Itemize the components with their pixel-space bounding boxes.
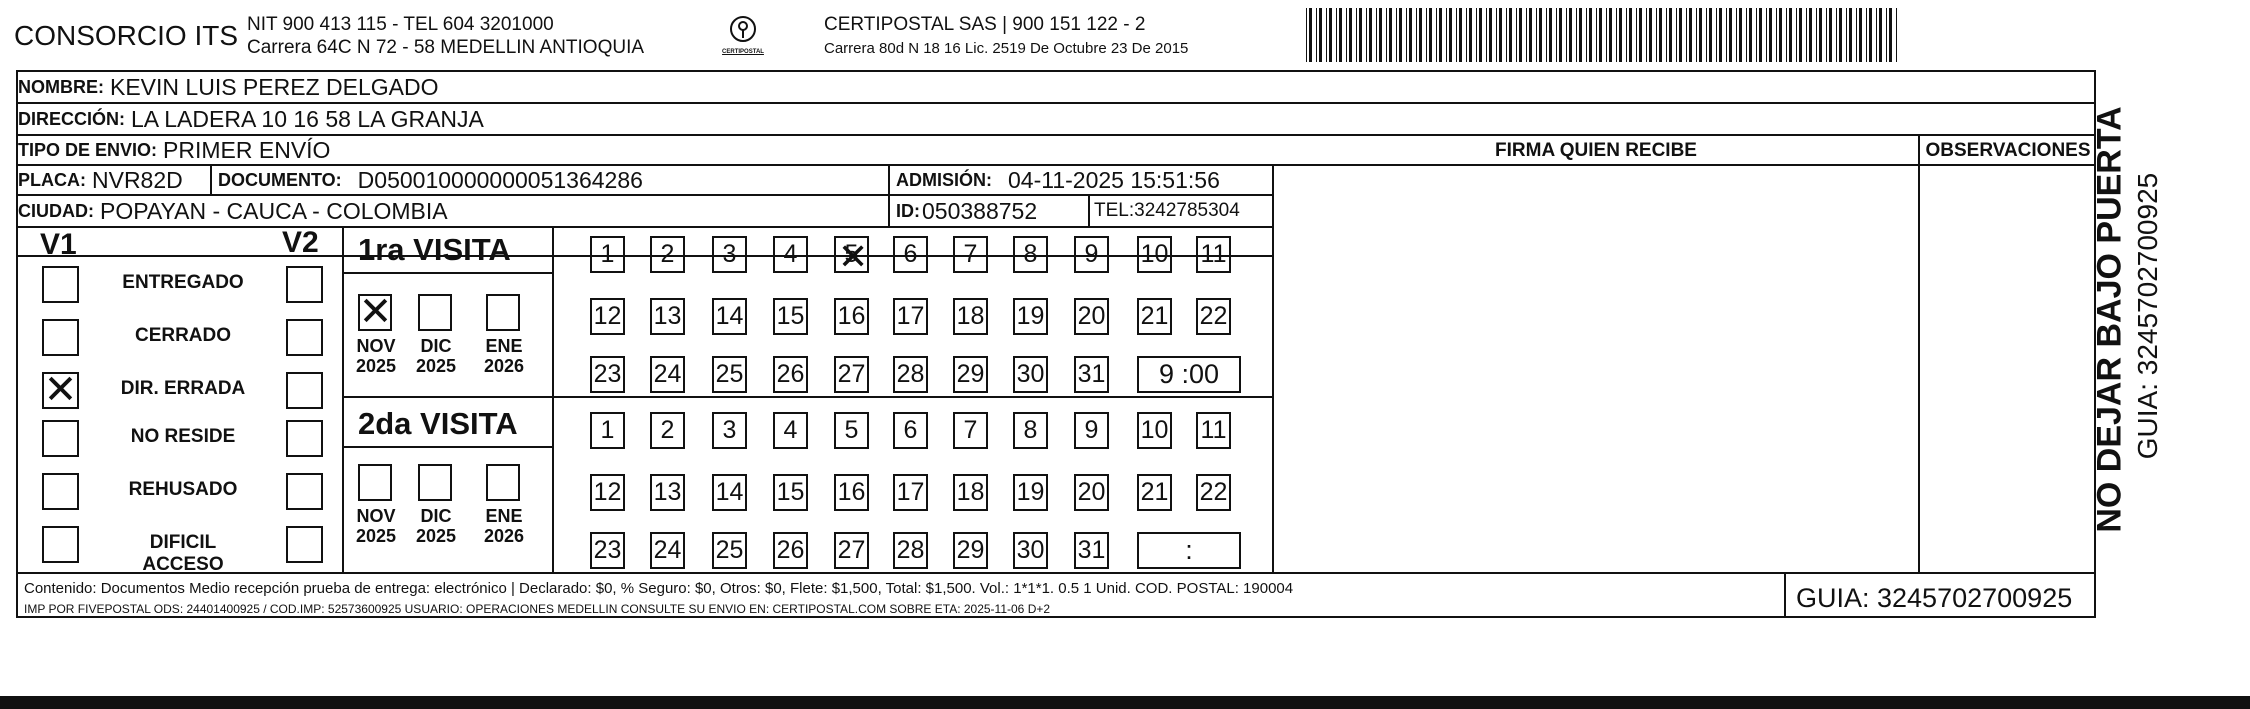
direccion-row xyxy=(18,104,1918,134)
visit1-month-label xyxy=(346,336,406,376)
status-v2-checkbox[interactable] xyxy=(286,526,323,563)
footer-contenido: Contenido: Documentos Medio recepción prueba de entrega: electrónico | Declarado: $0, % Seguro: $0, Otros: $0, Flete: $1,500, Total: $1,500. Vol.: 1*1*1. 0.5 1 Unid. COD. POSTAL: 190004 xyxy=(24,580,1294,597)
nombre-label: NOMBRE: xyxy=(18,76,104,97)
admision-label: ADMISIÓN: xyxy=(896,169,992,190)
carrier-address: Carrera 80d N 18 16 Lic. 2519 De Octubre 23 De 2015 xyxy=(824,40,1189,57)
visit2-day[interactable]: 25 xyxy=(712,532,747,569)
visit1-day[interactable]: 12 xyxy=(590,298,625,335)
visit2-title: 2da VISITA xyxy=(358,406,518,441)
status-v1-checkbox[interactable] xyxy=(42,368,79,412)
visit1-day[interactable]: 31 xyxy=(1074,356,1109,393)
bottom-band xyxy=(0,696,2250,709)
visit2-month-checkbox[interactable] xyxy=(418,464,452,501)
visit2-month-checkbox[interactable] xyxy=(486,464,520,501)
visit2-day[interactable]: 26 xyxy=(773,532,808,569)
visit1-month-label xyxy=(474,336,534,376)
visit2-day[interactable]: 19 xyxy=(1013,474,1048,511)
visit2-day[interactable]: 22 xyxy=(1196,474,1231,511)
status-v2-checkbox[interactable] xyxy=(286,473,323,510)
visit1-month-label xyxy=(406,336,466,376)
visit1-day[interactable]: 24 xyxy=(650,356,685,393)
ciudad-label: CIUDAD: xyxy=(18,200,94,221)
visit1-day[interactable]: 28 xyxy=(893,356,928,393)
nombre-value: KEVIN LUIS PEREZ DELGADO xyxy=(110,73,439,100)
company-name: CONSORCIO ITS xyxy=(14,20,239,51)
visit1-day[interactable]: 29 xyxy=(953,356,988,393)
visit1-day[interactable]: 5 ✕ xyxy=(834,236,869,273)
status-v1-checkbox[interactable] xyxy=(42,266,79,303)
visit1-day[interactable]: 1 xyxy=(590,236,625,273)
visit1-day[interactable]: 25 xyxy=(712,356,747,393)
visit1-month-checkbox[interactable] xyxy=(358,290,393,334)
status-label: DIFICIL ACCESO xyxy=(142,532,224,575)
visit1-day[interactable]: 11 xyxy=(1196,236,1231,273)
visit2-time[interactable]: : xyxy=(1137,532,1241,569)
visit2-day[interactable]: 27 xyxy=(834,532,869,569)
admision-row xyxy=(896,165,1272,195)
month-name: ENE xyxy=(485,506,523,526)
status-v2-checkbox[interactable] xyxy=(286,420,323,457)
visit1-day[interactable]: 10 xyxy=(1137,236,1172,273)
status-v2-checkbox[interactable] xyxy=(286,372,323,409)
visit2-day[interactable]: 23 xyxy=(590,532,625,569)
id-label: ID: xyxy=(896,200,920,221)
v1-header: V1 xyxy=(40,228,77,261)
visit1-day[interactable]: 19 xyxy=(1013,298,1048,335)
visit2-day[interactable]: 8 xyxy=(1013,412,1048,449)
visit2-day[interactable]: 14 xyxy=(712,474,747,511)
status-v2-checkbox[interactable] xyxy=(286,319,323,356)
visit2-day[interactable]: 18 xyxy=(953,474,988,511)
barcode xyxy=(1306,8,1902,62)
status-v1-checkbox[interactable] xyxy=(42,473,79,510)
visit2-day[interactable]: 2 xyxy=(650,412,685,449)
tipo-row xyxy=(18,135,1258,165)
visit1-day[interactable]: 23 xyxy=(590,356,625,393)
visit2-month-label xyxy=(474,506,534,546)
month-year: 2025 xyxy=(355,356,397,376)
visit1-day[interactable]: 7 xyxy=(953,236,988,273)
carrier-name: CERTIPOSTAL SAS | 900 151 122 - 2 xyxy=(824,14,1146,35)
month-name: ENE xyxy=(485,336,523,356)
id-value: 050388752 xyxy=(922,197,1038,224)
visit2-day[interactable]: 10 xyxy=(1137,412,1172,449)
visit1-month-checkbox[interactable] xyxy=(486,294,520,331)
documento-row xyxy=(218,165,888,195)
visit2-day[interactable]: 9 xyxy=(1074,412,1109,449)
visit1-day[interactable]: 13 xyxy=(650,298,685,335)
month-name: NOV xyxy=(356,506,396,526)
documento-label: DOCUMENTO: xyxy=(218,169,342,190)
tel-row xyxy=(1094,196,1272,226)
visit2-day[interactable]: 16 xyxy=(834,474,869,511)
side-warning: NO DEJAR BAJO PUERTA xyxy=(2090,106,2129,533)
admision-value: 04-11-2025 15:51:56 xyxy=(1008,166,1220,193)
month-name: NOV xyxy=(356,336,396,356)
documento-value: D050010000000051364286 xyxy=(357,166,643,193)
carrier-logo xyxy=(718,14,768,58)
visit1-day[interactable]: 14 xyxy=(712,298,747,335)
status-v2-checkbox[interactable] xyxy=(286,266,323,303)
visit1-day[interactable]: 22 xyxy=(1196,298,1231,335)
status-label: ENTREGADO xyxy=(122,272,244,293)
month-year: 2025 xyxy=(355,526,397,546)
direccion-value: LA LADERA 10 16 58 LA GRANJA xyxy=(131,105,484,132)
visit1-day[interactable]: 6 xyxy=(893,236,928,273)
visit1-day[interactable]: 15 xyxy=(773,298,808,335)
visit1-day[interactable]: 20 xyxy=(1074,298,1109,335)
visit1-day[interactable]: 9 xyxy=(1074,236,1109,273)
placa-label: PLACA: xyxy=(18,169,86,190)
v2-header: V2 xyxy=(282,226,319,259)
visit2-day[interactable]: 4 xyxy=(773,412,808,449)
ciudad-row xyxy=(18,196,878,226)
month-year: 2025 xyxy=(415,526,457,546)
ciudad-value: POPAYAN - CAUCA - COLOMBIA xyxy=(100,197,448,224)
status-label: NO RESIDE xyxy=(130,426,236,447)
visit2-day[interactable]: 13 xyxy=(650,474,685,511)
visit1-day[interactable]: 18 xyxy=(953,298,988,335)
observaciones-header: OBSERVACIONES xyxy=(1925,140,2091,161)
status-v1-checkbox[interactable] xyxy=(42,526,79,563)
visit2-day[interactable]: 15 xyxy=(773,474,808,511)
id-row xyxy=(896,196,1086,226)
visit2-day[interactable]: 30 xyxy=(1013,532,1048,569)
month-year: 2025 xyxy=(415,356,457,376)
visit2-day[interactable]: 28 xyxy=(893,532,928,569)
status-label: CERRADO xyxy=(134,325,232,346)
visit2-day[interactable]: 12 xyxy=(590,474,625,511)
status-label: REHUSADO xyxy=(128,479,238,500)
month-name: DIC xyxy=(420,336,452,356)
visit2-month-label xyxy=(406,506,466,546)
visit2-month-label xyxy=(346,506,406,546)
visit2-day[interactable]: 6 xyxy=(893,412,928,449)
side-guia: GUIA: 3245702700925 xyxy=(2132,172,2163,460)
visit1-day[interactable]: 17 xyxy=(893,298,928,335)
status-v1-checkbox[interactable] xyxy=(42,420,79,457)
footer-imp: IMP POR FIVEPOSTAL ODS: 24401400925 / COD.IMP: 52573600925 USUARIO: OPERACIONES MEDELLIN CONSULTE SU ENVIO EN: CERTIPOSTAL.COM SOBRE ETA: 2025-11-06 D+2 xyxy=(24,602,1051,616)
visit1-day[interactable]: 26 xyxy=(773,356,808,393)
placa-value: NVR82D xyxy=(92,166,183,193)
status-label: DIR. ERRADA xyxy=(120,378,246,399)
visit2-day[interactable]: 21 xyxy=(1137,474,1172,511)
tipo-value: PRIMER ENVÍO xyxy=(163,136,331,163)
visit2-month-checkbox[interactable] xyxy=(358,464,392,501)
visit2-day[interactable]: 31 xyxy=(1074,532,1109,569)
firma-header: FIRMA QUIEN RECIBE xyxy=(1495,140,1697,161)
direccion-label: DIRECCIÓN: xyxy=(18,108,125,129)
barcode-icon xyxy=(1306,8,1902,62)
visit1-day[interactable]: 27 xyxy=(834,356,869,393)
status-v1-checkbox[interactable] xyxy=(42,319,79,356)
visit2-day[interactable]: 20 xyxy=(1074,474,1109,511)
visit2-day[interactable]: 5 xyxy=(834,412,869,449)
visit2-day[interactable]: 11 xyxy=(1196,412,1231,449)
check-mark-icon: ✕ xyxy=(43,368,78,412)
carrier-logo-icon xyxy=(728,14,758,44)
month-name: DIC xyxy=(420,506,452,526)
tipo-label: TIPO DE ENVIO: xyxy=(18,139,158,160)
company-address: Carrera 64C N 72 - 58 MEDELLIN ANTIOQUIA xyxy=(247,37,645,58)
visit1-day[interactable]: 30 xyxy=(1013,356,1048,393)
visit2-day[interactable]: 7 xyxy=(953,412,988,449)
visit2-day[interactable]: 17 xyxy=(893,474,928,511)
visit1-day[interactable]: 8 xyxy=(1013,236,1048,273)
visit1-day[interactable]: 4 xyxy=(773,236,808,273)
visit1-day[interactable]: 21 xyxy=(1137,298,1172,335)
visit2-day[interactable]: 29 xyxy=(953,532,988,569)
visit2-day[interactable]: 3 xyxy=(712,412,747,449)
footer-guia: GUIA: 3245702700925 xyxy=(1796,583,2073,613)
visit2-day[interactable]: 24 xyxy=(650,532,685,569)
visit1-day[interactable]: 2 xyxy=(650,236,685,273)
visit1-title: 1ra VISITA xyxy=(358,232,511,267)
check-mark-icon: ✕ xyxy=(358,290,393,334)
month-year: 2026 xyxy=(483,526,525,546)
tel-value: 3242785304 xyxy=(1134,200,1240,221)
visit1-day[interactable]: 3 xyxy=(712,236,747,273)
nombre-row xyxy=(18,72,1918,102)
visit1-time[interactable]: 9 :00 xyxy=(1137,356,1241,393)
tel-label: TEL: xyxy=(1094,200,1135,221)
visit2-day[interactable]: 1 xyxy=(590,412,625,449)
carrier-logo-text: CERTIPOSTAL xyxy=(722,49,764,55)
visit1-month-checkbox[interactable] xyxy=(418,294,452,331)
month-year: 2026 xyxy=(483,356,525,376)
placa-row xyxy=(18,165,210,195)
company-nit: NIT 900 413 115 - TEL 604 3201000 xyxy=(247,14,554,35)
visit1-day[interactable]: 16 xyxy=(834,298,869,335)
